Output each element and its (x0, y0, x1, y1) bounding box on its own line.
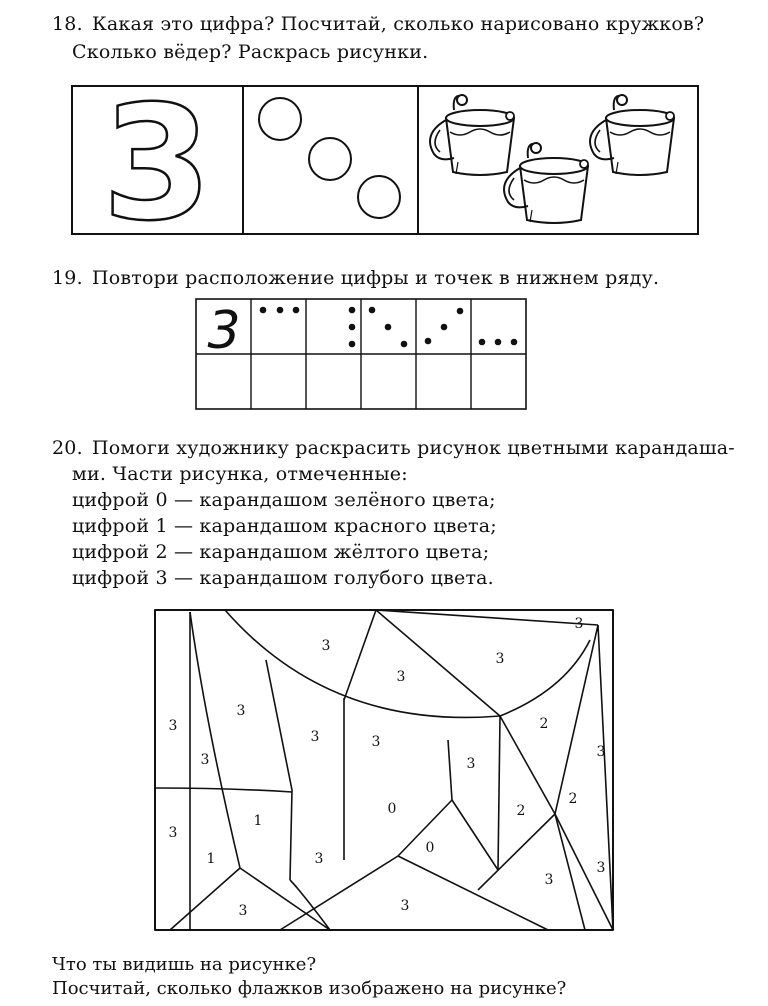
question-what-do-you-see: Что ты видишь на рисунке? (52, 954, 317, 975)
region-label: 3 (371, 734, 381, 750)
task20-rule-2: цифрой 2 — карандашом жёлтого цвета; (72, 541, 490, 563)
task18-number: 18. (52, 13, 83, 35)
region-label: 3 (168, 718, 178, 734)
region-label: 3 (574, 616, 584, 632)
task20-rule-1: цифрой 1 — карандашом красного цвета; (72, 515, 497, 537)
task20-line1: Помоги художнику раскрасить рисунок цветными карандаша- (92, 437, 735, 459)
task20-number: 20. (52, 437, 83, 459)
task20-rule-0: цифрой 0 — карандашом зелёного цвета; (72, 489, 496, 511)
region-label: 3 (310, 729, 320, 745)
region-label: 1 (206, 851, 216, 867)
region-label: 0 (425, 840, 435, 856)
region-label: 3 (168, 825, 178, 841)
region-label: 3 (314, 851, 324, 867)
region-label: 1 (253, 813, 263, 829)
region-label: 2 (568, 791, 578, 807)
region-label: 0 (387, 801, 397, 817)
region-label: 3 (238, 903, 248, 919)
region-label: 3 (544, 872, 554, 888)
task18-line2: Сколько вёдер? Раскрась рисунки. (72, 41, 429, 63)
region-label: 2 (516, 803, 526, 819)
region-label: 3 (321, 638, 331, 654)
region-label: 3 (466, 756, 476, 772)
big-digit-three: 3 (102, 72, 212, 240)
handwritten-digit-three: 3 (207, 301, 241, 361)
region-label: 3 (236, 703, 246, 719)
region-label: 3 (400, 898, 410, 914)
task19-text: Повтори расположение цифры и точек в нижнем ряду. (92, 267, 660, 289)
task20-rule-3: цифрой 3 — карандашом голубого цвета. (72, 567, 494, 589)
region-label: 3 (396, 669, 406, 685)
question-count-flags: Посчитай, сколько флажков изображено на рисунке? (52, 978, 567, 999)
region-label: 3 (596, 860, 606, 876)
task20-line2: ми. Части рисунка, отмеченные: (72, 463, 408, 485)
task19-number: 19. (52, 267, 83, 289)
task18-line1: Какая это цифра? Посчитай, сколько нарисовано кружков? (92, 13, 705, 35)
region-label: 3 (596, 744, 606, 760)
region-label: 3 (495, 651, 505, 667)
region-label: 2 (539, 716, 549, 732)
region-label: 3 (200, 752, 210, 768)
